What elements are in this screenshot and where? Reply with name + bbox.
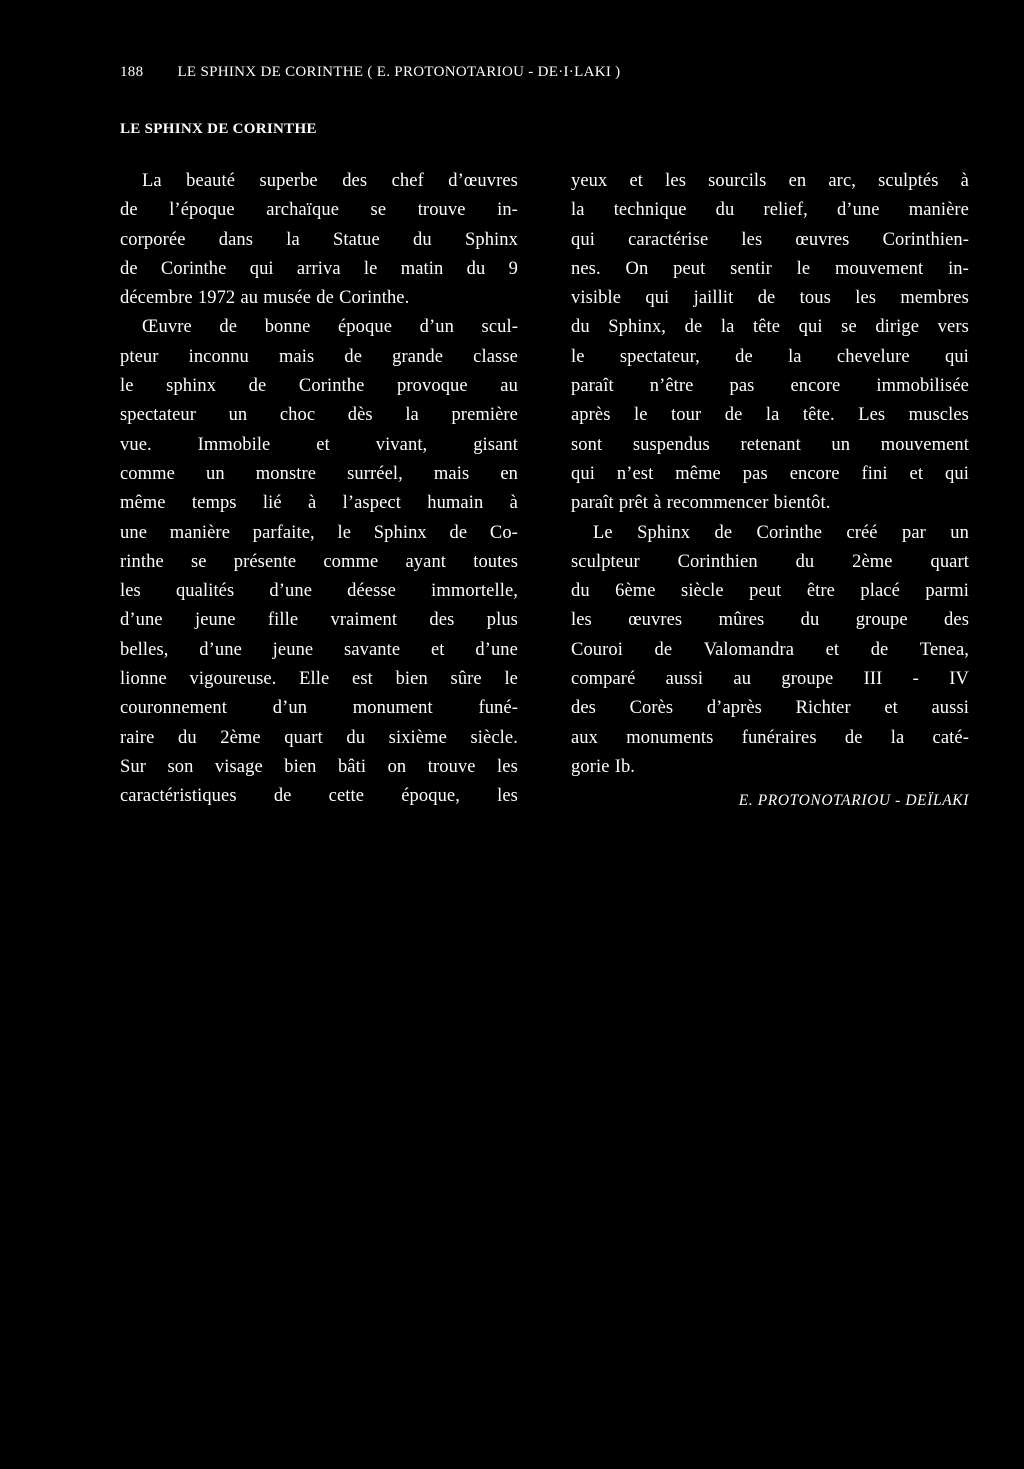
text-line: vue. Immobile et vivant, gisant xyxy=(120,434,518,455)
text-line: La beauté superbe des chef d’œuvres xyxy=(142,171,518,191)
text-line: qui n’est même pas encore fini et qui xyxy=(571,463,969,484)
text-line: yeux et les sourcils en arc, sculptés à xyxy=(571,171,969,191)
text-line: Couroi de Valomandra et de Tenea, xyxy=(571,639,969,660)
text-line: les qualités d’une déesse immortelle, xyxy=(120,581,518,602)
text-line: du Sphinx, de la tête qui se dirige vers xyxy=(571,317,969,338)
text-line: d’une jeune fille vraiment des plus xyxy=(120,610,518,631)
text-line: comparé aussi au groupe III - IV xyxy=(571,669,969,690)
text-line: des Corès d’après Richter et aussi xyxy=(571,698,969,719)
text-line: le spectateur, de la chevelure qui xyxy=(571,346,969,367)
text-line: gorie Ib. xyxy=(571,756,636,777)
text-line: décembre 1972 au musée de Corinthe. xyxy=(120,288,410,309)
text-line: paraît n’être pas encore immobilisée xyxy=(571,376,969,397)
text-line: couronnement d’un monument funé- xyxy=(120,698,518,719)
text-line: qui caractérise les œuvres Corinthien- xyxy=(571,229,969,250)
text-line: sont suspendus retenant un mouvement xyxy=(571,434,969,455)
right-text-column xyxy=(571,167,969,816)
text-line: la technique du relief, d’une manière xyxy=(571,200,969,221)
text-line: Sur son visage bien bâti on trouve les xyxy=(120,756,518,777)
text-line: Œuvre de bonne époque d’un scul- xyxy=(142,317,518,338)
text-line: du 6ème siècle peut être placé parmi xyxy=(571,581,969,602)
text-line: de Corinthe qui arriva le matin du 9 xyxy=(120,258,518,279)
text-line: sculpteur Corinthien du 2ème quart xyxy=(571,551,969,572)
text-line: le sphinx de Corinthe provoque au xyxy=(120,376,518,397)
running-title: LE SPHINX DE CORINTHE ( E. PROTONOTARIOU - DE·I·LAKI ) xyxy=(177,64,621,80)
right-column-lines xyxy=(571,167,969,782)
running-header xyxy=(120,64,620,81)
text-line: rinthe se présente comme ayant toutes xyxy=(120,551,518,572)
text-line: belles, d’une jeune savante et d’une xyxy=(120,639,518,660)
text-line: raire du 2ème quart du sixième siècle. xyxy=(120,727,518,748)
left-text-column xyxy=(120,167,518,812)
page-number: 188 xyxy=(120,64,144,80)
text-line: après le tour de la tête. Les muscles xyxy=(571,405,969,426)
text-line: de l’époque archaïque se trouve in- xyxy=(120,200,518,221)
text-line: lionne vigoureuse. Elle est bien sûre le xyxy=(120,669,518,690)
text-line: les œuvres mûres du groupe des xyxy=(571,610,969,631)
text-line: nes. On peut sentir le mouvement in- xyxy=(571,258,969,279)
text-line: visible qui jaillit de tous les membres xyxy=(571,288,969,309)
section-title: LE SPHINX DE CORINTHE xyxy=(120,121,317,137)
text-line: spectateur un choc dès la première xyxy=(120,405,518,426)
author-signature: E. PROTONOTARIOU - DEÏLAKI xyxy=(738,792,969,810)
text-line: corporée dans la Statue du Sphinx xyxy=(120,229,518,250)
text-line: Le Sphinx de Corinthe créé par un xyxy=(593,522,969,543)
text-line: paraît prêt à recommencer bientôt. xyxy=(571,493,831,514)
text-line: pteur inconnu mais de grande classe xyxy=(120,346,518,367)
text-line: aux monuments funéraires de la caté- xyxy=(571,727,969,748)
text-line: comme un monstre surréel, mais en xyxy=(120,463,518,484)
text-line: une manière parfaite, le Sphinx de Co- xyxy=(120,522,518,543)
text-line: caractéristiques de cette époque, les xyxy=(120,786,518,807)
text-line: même temps lié à l’aspect humain à xyxy=(120,493,518,514)
